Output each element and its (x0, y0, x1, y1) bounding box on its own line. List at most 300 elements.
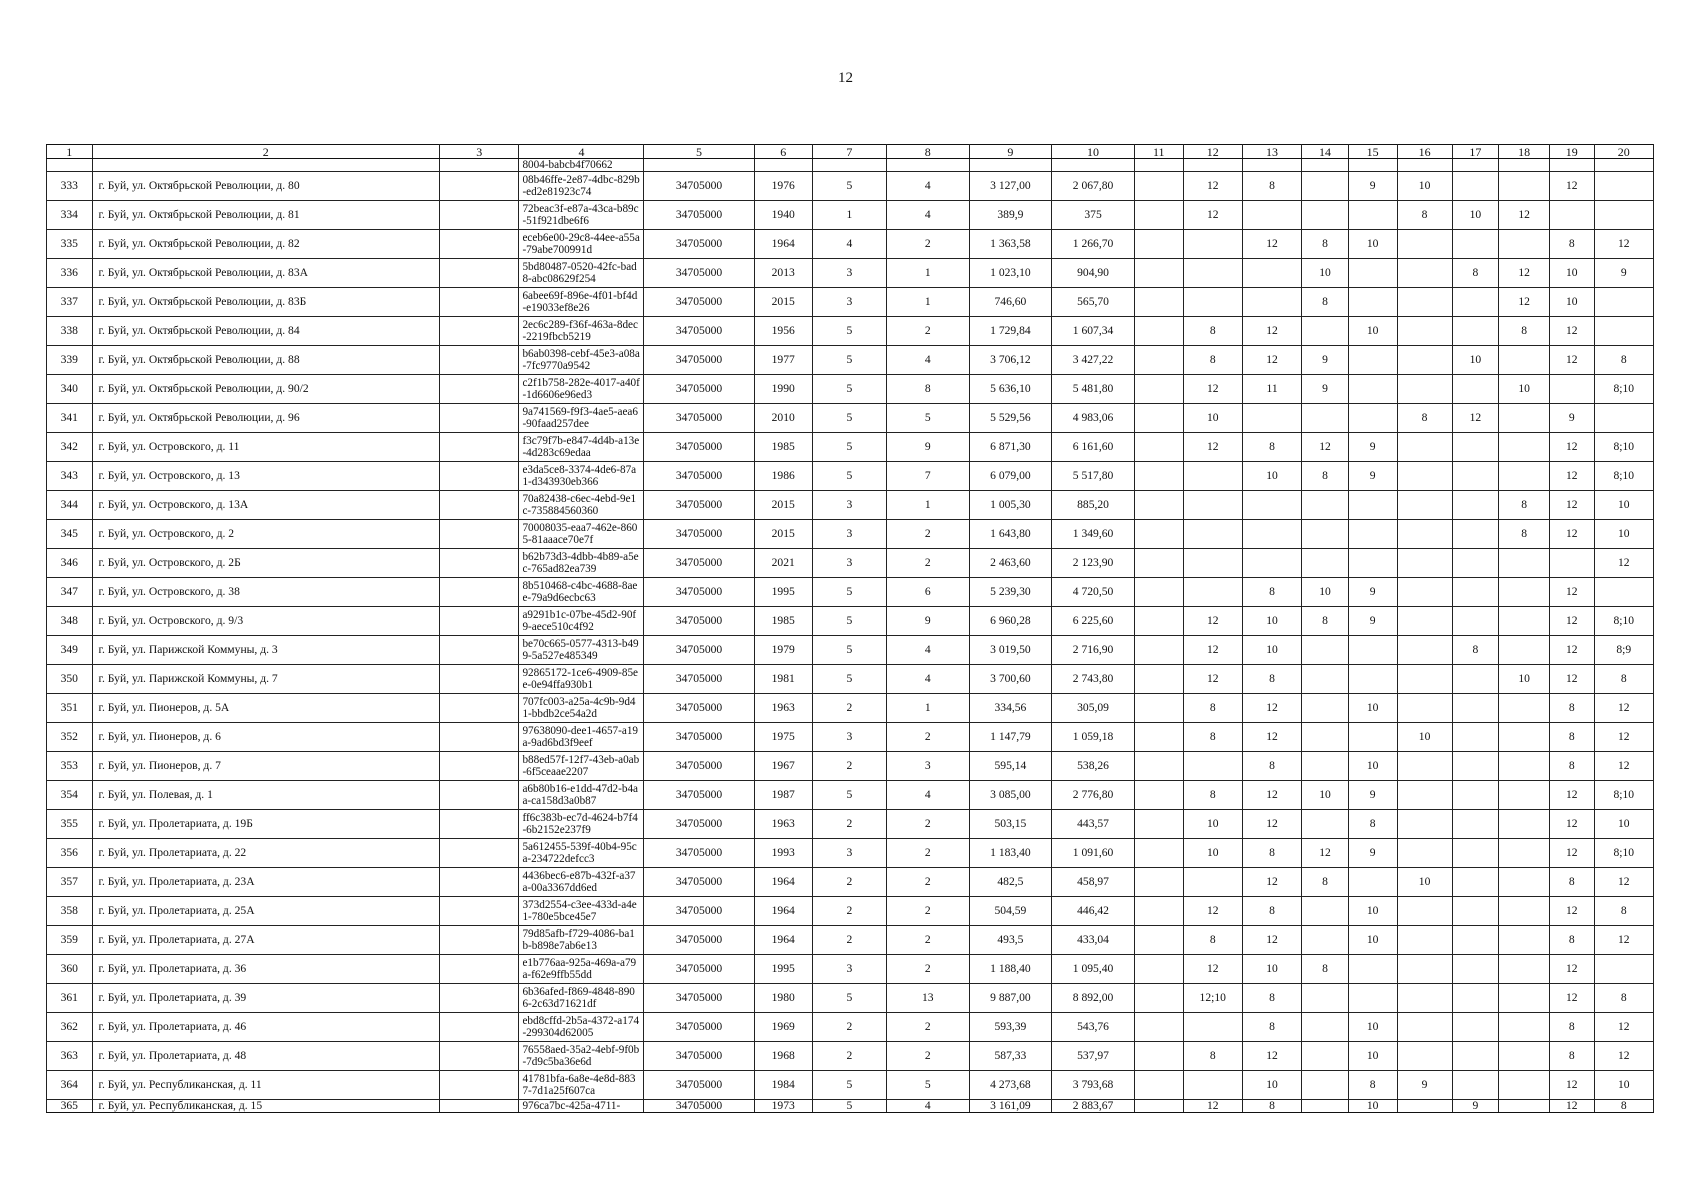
table-cell: 8 (1452, 636, 1499, 665)
table-cell: b6ab0398-cebf-45e3-a08a-7fc9770a9542 (519, 346, 644, 375)
table-cell: 344 (47, 491, 93, 520)
table-cell: 34705000 (644, 172, 754, 201)
column-header: 7 (812, 145, 886, 159)
column-header: 5 (644, 145, 754, 159)
table-cell: 12 (1550, 462, 1594, 491)
table-cell: 8;9 (1594, 636, 1653, 665)
table-cell (1348, 346, 1397, 375)
table-cell: 5 (812, 346, 886, 375)
table-cell: 12 (1550, 172, 1594, 201)
table-cell (440, 1100, 519, 1113)
table-cell (1499, 723, 1550, 752)
table-cell: 12 (1594, 752, 1653, 781)
table-cell (1452, 462, 1499, 491)
table-cell (1452, 839, 1499, 868)
table-cell: 9 (1348, 781, 1397, 810)
table-cell (1183, 259, 1242, 288)
table-cell: г. Буй, ул. Пионеров, д. 6 (92, 723, 439, 752)
table-cell (440, 1071, 519, 1100)
table-cell: 12 (1550, 1071, 1594, 1100)
table-cell: 595,14 (969, 752, 1052, 781)
table-cell: 565,70 (1052, 288, 1135, 317)
table-row (47, 230, 1654, 259)
table-cell: 12 (1594, 723, 1653, 752)
table-cell: 12 (1550, 955, 1594, 984)
table-cell: 5 (886, 1071, 969, 1100)
table-cell: 8 (1302, 462, 1349, 491)
table-cell (1242, 520, 1301, 549)
table-cell: 365 (47, 1100, 93, 1113)
table-cell: 34705000 (644, 317, 754, 346)
table-cell: 3 (812, 520, 886, 549)
table-cell: 358 (47, 897, 93, 926)
table-cell (969, 159, 1052, 172)
table-cell: 8 (1183, 781, 1242, 810)
table-cell: г. Буй, ул. Островского, д. 2Б (92, 549, 439, 578)
table-cell (440, 172, 519, 201)
table-cell: 5 (886, 404, 969, 433)
table-cell: 10 (1348, 897, 1397, 926)
table-cell (1134, 897, 1183, 926)
table-cell: 12 (1550, 317, 1594, 346)
table-cell: 6 225,60 (1052, 607, 1135, 636)
table-cell: 707fc003-a25a-4c9b-9d41-bbdb2ce54a2d (519, 694, 644, 723)
table-cell: 352 (47, 723, 93, 752)
table-cell (440, 694, 519, 723)
table-cell: 5 (812, 578, 886, 607)
column-header: 16 (1397, 145, 1452, 159)
table-cell: 4436bec6-e87b-432f-a37a-00a3367dd6ed (519, 868, 644, 897)
table-row (47, 607, 1654, 636)
table-cell: 1 091,60 (1052, 839, 1135, 868)
table-cell (1302, 172, 1349, 201)
table-cell: 2 (812, 897, 886, 926)
table-cell (1134, 984, 1183, 1013)
table-cell: 5 517,80 (1052, 462, 1135, 491)
table-cell (1348, 159, 1397, 172)
table-cell (1452, 159, 1499, 172)
table-cell (1452, 665, 1499, 694)
table-cell: 2 (886, 926, 969, 955)
table-cell: 76558aed-35a2-4ebf-9f0b-7d9c5ba36e6d (519, 1042, 644, 1071)
table-cell: 12 (1242, 723, 1301, 752)
table-cell: 8;10 (1594, 433, 1653, 462)
table-row (47, 868, 1654, 897)
table-cell: г. Буй, ул. Полевая, д. 1 (92, 781, 439, 810)
table-cell (1397, 955, 1452, 984)
table-cell: 2 743,80 (1052, 665, 1135, 694)
table-cell: г. Буй, ул. Парижской Коммуны, д. 3 (92, 636, 439, 665)
table-cell: 34705000 (644, 984, 754, 1013)
table-cell (1397, 346, 1452, 375)
table-cell (1594, 404, 1653, 433)
table-row (47, 317, 1654, 346)
table-cell: 504,59 (969, 897, 1052, 926)
table-cell (1348, 491, 1397, 520)
table-cell (1052, 159, 1135, 172)
table-cell: 34705000 (644, 491, 754, 520)
table-cell: 2 463,60 (969, 549, 1052, 578)
table-cell: 70008035-eaa7-462e-8605-81aaace70e7f (519, 520, 644, 549)
table-cell: 12 (1499, 259, 1550, 288)
table-cell: 8;10 (1594, 839, 1653, 868)
table-cell: 10 (1242, 955, 1301, 984)
table-cell: 976ca7bc-425a-4711- (519, 1100, 644, 1113)
table-cell (1183, 868, 1242, 897)
table-cell (1499, 781, 1550, 810)
table-cell: 1980 (754, 984, 812, 1013)
table-cell: 10 (1397, 172, 1452, 201)
table-cell: 2010 (754, 404, 812, 433)
table-cell: 8 (1242, 172, 1301, 201)
table-cell (1348, 868, 1397, 897)
table-cell: 34705000 (644, 230, 754, 259)
table-cell: 12 (1499, 288, 1550, 317)
table-cell: 373d2554-c3ee-433d-a4e1-780e5bce45e7 (519, 897, 644, 926)
table-cell: 10 (1452, 201, 1499, 230)
table-cell (754, 159, 812, 172)
table-cell: 9 (1348, 462, 1397, 491)
table-cell: 10 (1183, 810, 1242, 839)
table-cell (1302, 1100, 1349, 1113)
table-cell: 348 (47, 607, 93, 636)
table-cell: 12 (1550, 491, 1594, 520)
table-cell: 338 (47, 317, 93, 346)
table-cell: 458,97 (1052, 868, 1135, 897)
table-cell: 12 (1242, 230, 1301, 259)
table-row (47, 665, 1654, 694)
table-cell: 72beac3f-e87a-43ca-b89c-51f921dbe6f6 (519, 201, 644, 230)
table-cell: 342 (47, 433, 93, 462)
table-cell (440, 159, 519, 172)
table-cell: г. Буй, ул. Пролетариата, д. 25А (92, 897, 439, 926)
table-cell: 34705000 (644, 1042, 754, 1071)
table-cell: 8 (1499, 520, 1550, 549)
table-cell (1134, 259, 1183, 288)
table-cell (1499, 578, 1550, 607)
table-row (47, 752, 1654, 781)
table-cell (1183, 230, 1242, 259)
table-cell: 5 239,30 (969, 578, 1052, 607)
table-cell: 389,9 (969, 201, 1052, 230)
table-cell (1134, 230, 1183, 259)
column-header: 17 (1452, 145, 1499, 159)
table-cell: 8 (1242, 839, 1301, 868)
table-cell: 8 (1594, 1100, 1653, 1113)
table-cell (1452, 723, 1499, 752)
table-cell: 8 (1183, 317, 1242, 346)
table-cell: 1995 (754, 578, 812, 607)
table-cell: 34705000 (644, 839, 754, 868)
table-cell: 8 (1550, 1042, 1594, 1071)
table-cell (1242, 549, 1301, 578)
table-cell (47, 159, 93, 172)
table-cell (1348, 288, 1397, 317)
table-cell: 34705000 (644, 259, 754, 288)
table-cell (1183, 1071, 1242, 1100)
table-cell: 5 (812, 172, 886, 201)
table-cell (1452, 897, 1499, 926)
table-cell: 482,5 (969, 868, 1052, 897)
table-row (47, 1100, 1654, 1113)
table-cell: 2 (812, 926, 886, 955)
table-cell (1134, 1071, 1183, 1100)
table-cell: 9 (1594, 259, 1653, 288)
table-body (47, 145, 1654, 1113)
table-cell: 1963 (754, 694, 812, 723)
table-cell: 334 (47, 201, 93, 230)
table-cell: 10 (1302, 259, 1349, 288)
table-cell (1397, 578, 1452, 607)
table-cell: 9a741569-f9f3-4ae5-aea6-90faad257dee (519, 404, 644, 433)
table-cell: 10 (1183, 404, 1242, 433)
table-cell: c2f1b758-282e-4017-a40f-1d6606e96ed3 (519, 375, 644, 404)
table-cell: 6 (886, 578, 969, 607)
table-row (47, 578, 1654, 607)
table-cell: 904,90 (1052, 259, 1135, 288)
table-cell (1397, 839, 1452, 868)
table-cell: 446,42 (1052, 897, 1135, 926)
table-cell: 2 (812, 752, 886, 781)
table-cell: 8 (1183, 694, 1242, 723)
table-cell (1397, 665, 1452, 694)
table-cell: 5a612455-539f-40b4-95ca-234722defcc3 (519, 839, 644, 868)
table-cell (1302, 1042, 1349, 1071)
table-row (47, 491, 1654, 520)
table-cell: 8 (1397, 201, 1452, 230)
table-cell: 347 (47, 578, 93, 607)
table-cell: 9 887,00 (969, 984, 1052, 1013)
table-cell (440, 1013, 519, 1042)
table-cell: 4 (812, 230, 886, 259)
table-cell: 2 (886, 549, 969, 578)
table-cell (1183, 578, 1242, 607)
table-cell: г. Буй, ул. Пролетариата, д. 46 (92, 1013, 439, 1042)
table-row (47, 520, 1654, 549)
table-row (47, 346, 1654, 375)
table-cell: 10 (1594, 810, 1653, 839)
table-cell: 3 (812, 839, 886, 868)
table-cell: 1976 (754, 172, 812, 201)
table-cell: 12 (1242, 346, 1301, 375)
table-cell (1134, 723, 1183, 752)
table-cell (1452, 317, 1499, 346)
table-cell: г. Буй, ул. Островского, д. 13А (92, 491, 439, 520)
table-cell (1397, 926, 1452, 955)
table-cell (1348, 259, 1397, 288)
table-cell: 12 (1550, 665, 1594, 694)
table-cell: 1985 (754, 607, 812, 636)
table-cell: 5 (812, 665, 886, 694)
table-cell: 8 (1183, 926, 1242, 955)
table-cell: 346 (47, 549, 93, 578)
table-cell: 359 (47, 926, 93, 955)
table-cell (1452, 491, 1499, 520)
table-cell (1134, 926, 1183, 955)
table-cell: 34705000 (644, 1013, 754, 1042)
table-cell (440, 404, 519, 433)
table-cell: 8 (1348, 1071, 1397, 1100)
table-cell: г. Буй, ул. Октябрьской Революции, д. 83Б (92, 288, 439, 317)
table-cell (1302, 665, 1349, 694)
table-cell (1348, 375, 1397, 404)
table-cell: 337 (47, 288, 93, 317)
table-cell (1183, 752, 1242, 781)
table-cell: 34705000 (644, 665, 754, 694)
table-cell: 2ec6c289-f36f-463a-8dec-2219fbcb5219 (519, 317, 644, 346)
table-cell: 362 (47, 1013, 93, 1042)
table-cell: 12 (1183, 607, 1242, 636)
table-cell: 10 (1499, 375, 1550, 404)
table-cell (1302, 159, 1349, 172)
table-cell: 12 (1594, 926, 1653, 955)
table-cell: 10 (1499, 665, 1550, 694)
table-cell: 1977 (754, 346, 812, 375)
table-cell: 34705000 (644, 810, 754, 839)
table-cell: 12 (1550, 781, 1594, 810)
table-row (47, 1071, 1654, 1100)
table-cell: 8 (1242, 578, 1301, 607)
table-cell (440, 288, 519, 317)
table-cell: 34705000 (644, 433, 754, 462)
table-cell (1302, 810, 1349, 839)
table-cell: 6 871,30 (969, 433, 1052, 462)
table-cell (1302, 752, 1349, 781)
table-cell (440, 520, 519, 549)
table-cell (1452, 752, 1499, 781)
table-cell: г. Буй, ул. Островского, д. 13 (92, 462, 439, 491)
table-cell (1183, 491, 1242, 520)
table-cell: 12 (1594, 868, 1653, 897)
table-cell: 340 (47, 375, 93, 404)
table-cell: b88ed57f-12f7-43eb-a0ab-6f5ceaae2207 (519, 752, 644, 781)
table-cell: 5bd80487-0520-42fc-bad8-abc08629f254 (519, 259, 644, 288)
table-cell: г. Буй, ул. Парижской Коммуны, д. 7 (92, 665, 439, 694)
table-cell (1499, 462, 1550, 491)
table-cell (1499, 549, 1550, 578)
table-cell: 12 (1183, 1100, 1242, 1113)
table-cell: 8;10 (1594, 607, 1653, 636)
table-cell: 8 (1183, 1042, 1242, 1071)
table-cell (1134, 665, 1183, 694)
table-cell: 351 (47, 694, 93, 723)
table-cell: 2 (812, 810, 886, 839)
table-cell: 8 (1242, 1013, 1301, 1042)
table-cell: 6 960,28 (969, 607, 1052, 636)
table-cell: 8 (1550, 694, 1594, 723)
table-cell (1452, 578, 1499, 607)
table-cell (1397, 1100, 1452, 1113)
table-cell: 5 (812, 462, 886, 491)
table-cell: 12 (1242, 868, 1301, 897)
table-cell: 10 (1348, 1100, 1397, 1113)
table-cell (1452, 1013, 1499, 1042)
table-cell: 503,15 (969, 810, 1052, 839)
table-cell: 8 (1452, 259, 1499, 288)
table-cell: 356 (47, 839, 93, 868)
table-cell (1242, 201, 1301, 230)
table-cell: 13 (886, 984, 969, 1013)
table-cell: 10 (1348, 1013, 1397, 1042)
table-cell: 11 (1242, 375, 1301, 404)
table-cell: 1 (812, 201, 886, 230)
table-cell: 357 (47, 868, 93, 897)
table-cell: 2 (886, 810, 969, 839)
table-cell (1499, 346, 1550, 375)
table-cell (1397, 520, 1452, 549)
table-cell (1348, 636, 1397, 665)
table-cell: 2 (886, 955, 969, 984)
table-cell: 443,57 (1052, 810, 1135, 839)
table-cell (1452, 955, 1499, 984)
table-row (47, 694, 1654, 723)
table-cell: 9 (1348, 433, 1397, 462)
table-cell: 8 (1550, 230, 1594, 259)
table-cell: 2 716,90 (1052, 636, 1135, 665)
column-header: 8 (886, 145, 969, 159)
table-cell: 8 (1550, 752, 1594, 781)
table-cell (1499, 1100, 1550, 1113)
table-cell (1550, 375, 1594, 404)
column-number-row (47, 145, 1654, 159)
table-cell (1348, 665, 1397, 694)
table-cell: 6abee69f-896e-4f01-bf4d-e19033ef8e26 (519, 288, 644, 317)
table-cell: 5 (812, 375, 886, 404)
table-cell (1397, 549, 1452, 578)
table-cell: 1 729,84 (969, 317, 1052, 346)
table-cell: 5 (812, 1100, 886, 1113)
table-cell: 1969 (754, 1013, 812, 1042)
table-cell: 3 (812, 955, 886, 984)
table-cell: 12 (1499, 201, 1550, 230)
column-header: 14 (1302, 145, 1349, 159)
table-row (47, 433, 1654, 462)
table-cell: 5 (812, 433, 886, 462)
table-cell (1499, 230, 1550, 259)
table-cell: 4 (886, 636, 969, 665)
table-cell (1348, 201, 1397, 230)
table-cell: 1979 (754, 636, 812, 665)
table-cell: 10 (1242, 636, 1301, 665)
table-cell: 3 (812, 259, 886, 288)
table-cell: 10 (1397, 723, 1452, 752)
table-cell (1302, 723, 1349, 752)
table-cell (1134, 955, 1183, 984)
table-cell: 3 161,09 (969, 1100, 1052, 1113)
table-cell: 5 (812, 781, 886, 810)
table-cell (1499, 984, 1550, 1013)
table-cell: 12 (1302, 433, 1349, 462)
table-cell (1594, 201, 1653, 230)
table-cell: 1 147,79 (969, 723, 1052, 752)
table-cell (1452, 549, 1499, 578)
table-cell: 8;10 (1594, 781, 1653, 810)
table-cell (1499, 636, 1550, 665)
table-cell (1397, 810, 1452, 839)
table-cell: 1940 (754, 201, 812, 230)
table-cell (1242, 491, 1301, 520)
table-cell: 12;10 (1183, 984, 1242, 1013)
table-cell (440, 926, 519, 955)
table-cell: г. Буй, ул. Октябрьской Революции, д. 84 (92, 317, 439, 346)
table-cell: 2 776,80 (1052, 781, 1135, 810)
table-cell (1452, 926, 1499, 955)
table-cell: 10 (1242, 462, 1301, 491)
table-cell (440, 259, 519, 288)
table-cell (1183, 288, 1242, 317)
table-cell (1594, 955, 1653, 984)
table-cell: 12 (1594, 1042, 1653, 1071)
